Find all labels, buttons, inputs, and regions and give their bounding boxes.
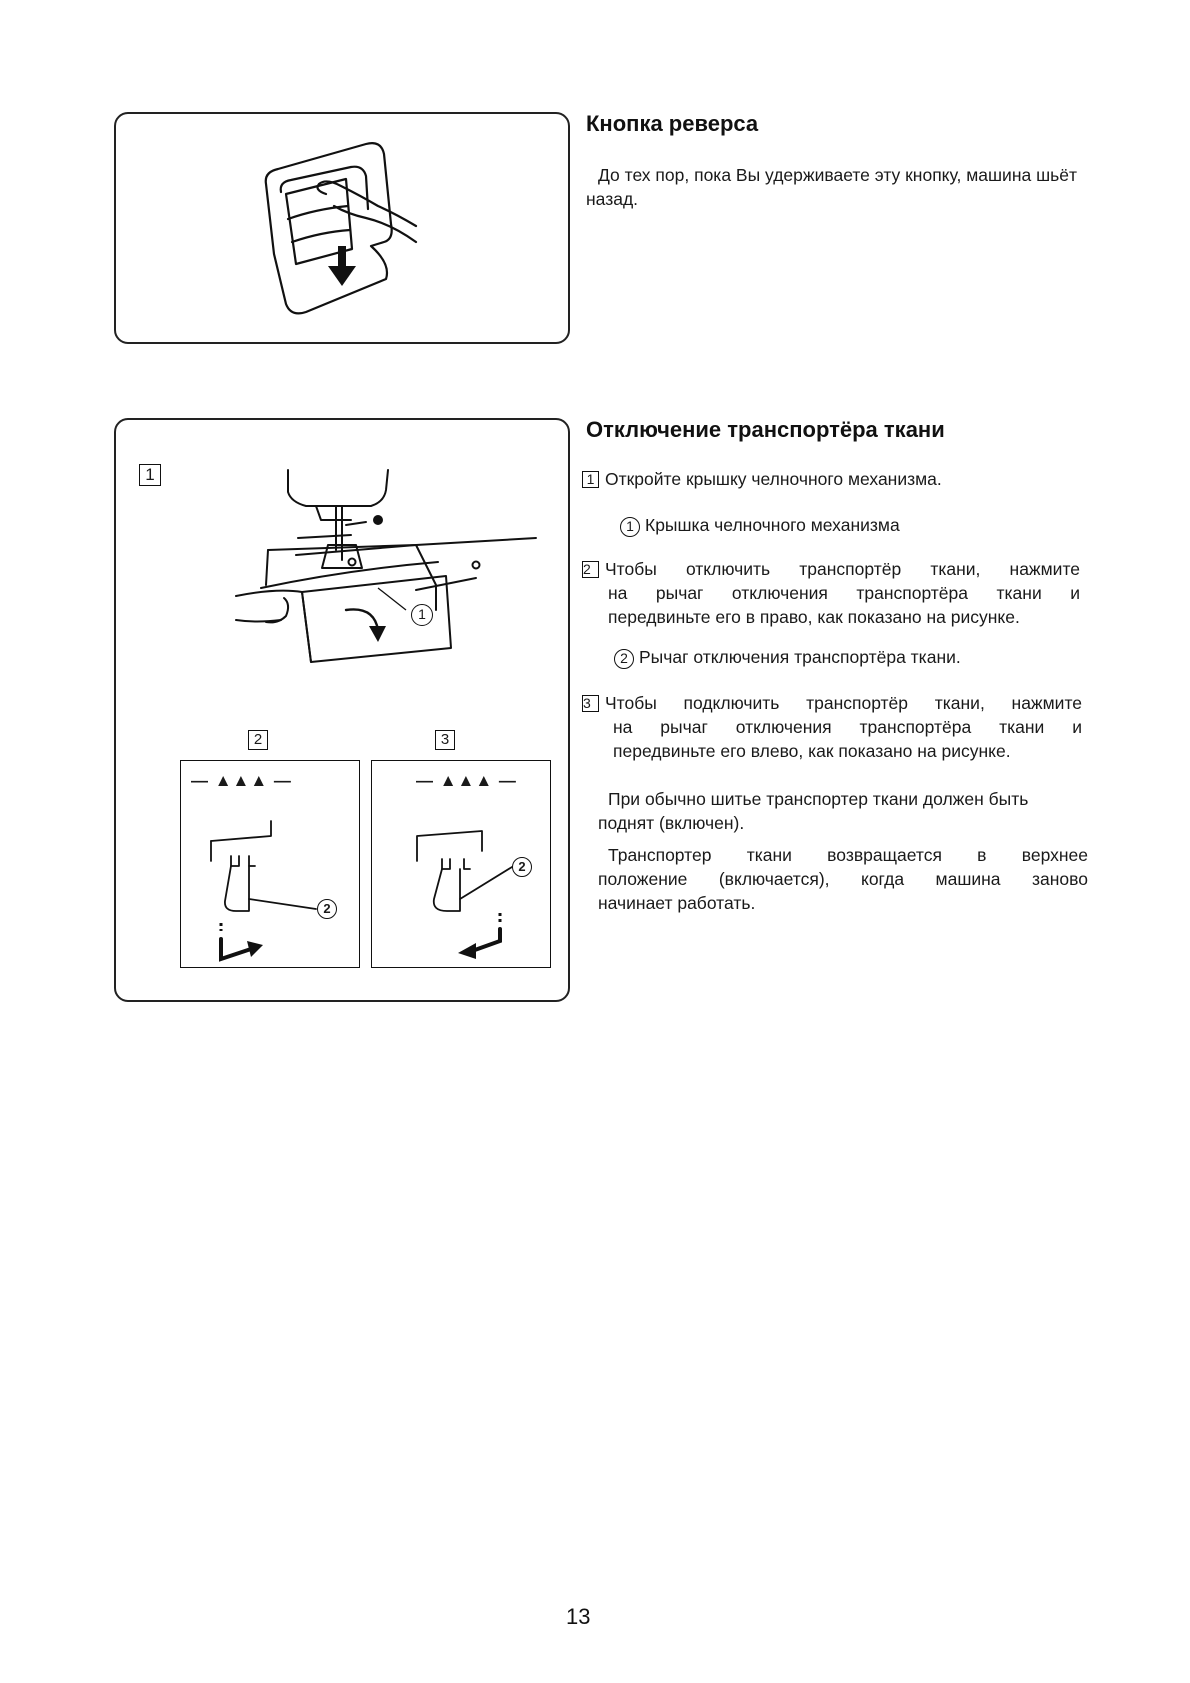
feed-lever-right-illustration	[181, 761, 361, 969]
feed-note-2	[598, 843, 1088, 915]
feed-raise-subfigure	[371, 760, 551, 968]
reverse-description	[586, 163, 1098, 211]
feed-step-1-num: 1	[582, 471, 599, 488]
figure-label-1-box: 1	[139, 464, 161, 486]
figure-callout-2b	[512, 857, 532, 877]
feed-step-2-line-2: на рычаг отключения транспортёра ткани и	[608, 583, 1080, 603]
feed-lower-subfigure	[180, 760, 360, 968]
arrow-left-icon	[458, 913, 500, 959]
feed-note-1-line-1: При обычно шитье транспортер ткани должен быть	[608, 789, 1029, 809]
feed-callout-2	[614, 645, 1094, 669]
feed-title: Отключение транспортёра ткани	[586, 417, 945, 442]
figure-label-2	[248, 730, 268, 750]
reverse-figure-panel	[114, 112, 570, 344]
figure-callout-1	[411, 604, 433, 626]
figure-label-2-text: 2	[253, 731, 263, 748]
feed-step-3	[582, 691, 1082, 763]
feed-note-1	[598, 787, 1098, 835]
figure-callout-2a	[317, 899, 337, 919]
reverse-button-illustration	[116, 114, 572, 346]
feed-step-3-num: 3	[582, 695, 599, 712]
feed-step-1	[582, 467, 1102, 491]
feed-note-2-line-3: начинает работать.	[598, 893, 756, 913]
figure-callout-2b-text: 2	[518, 859, 526, 874]
figure-label-3	[435, 730, 455, 750]
arrow-down-icon	[328, 246, 356, 286]
feed-step-3-line-2: на рычаг отключения транспортёра ткани и	[613, 717, 1082, 737]
feed-marks-left: — ▲▲▲ —	[191, 771, 292, 790]
feed-note-1-line-2: поднят (включен).	[598, 813, 745, 833]
feed-callout-1-num: 1	[620, 517, 640, 537]
feed-step-3-line-3: передвиньте его влево, как показано на рисунке.	[613, 741, 1011, 761]
shuttle-cover-illustration	[116, 420, 572, 680]
reverse-description-text: До тех пор, пока Вы удерживаете эту кнопку, машина шьёт назад.	[586, 165, 1077, 209]
feed-step-2-line-1	[582, 557, 1080, 581]
figure-label-3-text: 3	[440, 731, 450, 748]
feed-step-1-text: Откройте крышку челночного механизма.	[605, 469, 942, 489]
arrow-right-icon	[221, 923, 263, 959]
page-number: 13	[566, 1604, 591, 1629]
feed-callout-1-text: Крышка челночного механизма	[645, 515, 900, 535]
feed-step-3-line-1	[582, 691, 1082, 715]
feed-figure-panel	[114, 418, 570, 1002]
feed-step-2-num: 2	[582, 561, 599, 578]
feed-step-2-line-1-text: Чтобы отключить транспортёр ткани, нажмите	[605, 559, 1080, 579]
feed-callout-2-text: Рычаг отключения транспортёра ткани.	[639, 647, 961, 667]
feed-step-2	[582, 557, 1080, 629]
figure-callout-1-text: 1	[418, 606, 426, 622]
reverse-title: Кнопка реверса	[586, 111, 759, 136]
feed-callout-1	[620, 513, 1100, 537]
feed-step-3-line-1-text: Чтобы подключить транспортёр ткани, нажмите	[605, 693, 1082, 713]
feed-note-2-line-2: положение (включается), когда машина заново	[598, 869, 1088, 889]
figure-callout-2a-text: 2	[323, 901, 331, 916]
feed-marks-right: — ▲▲▲ —	[416, 771, 517, 790]
feed-note-2-line-1: Транспортер ткани возвращается в верхнее	[608, 845, 1088, 865]
feed-step-2-line-3: передвиньте его в право, как показано на рисунке.	[608, 607, 1020, 627]
feed-callout-2-num: 2	[614, 649, 634, 669]
